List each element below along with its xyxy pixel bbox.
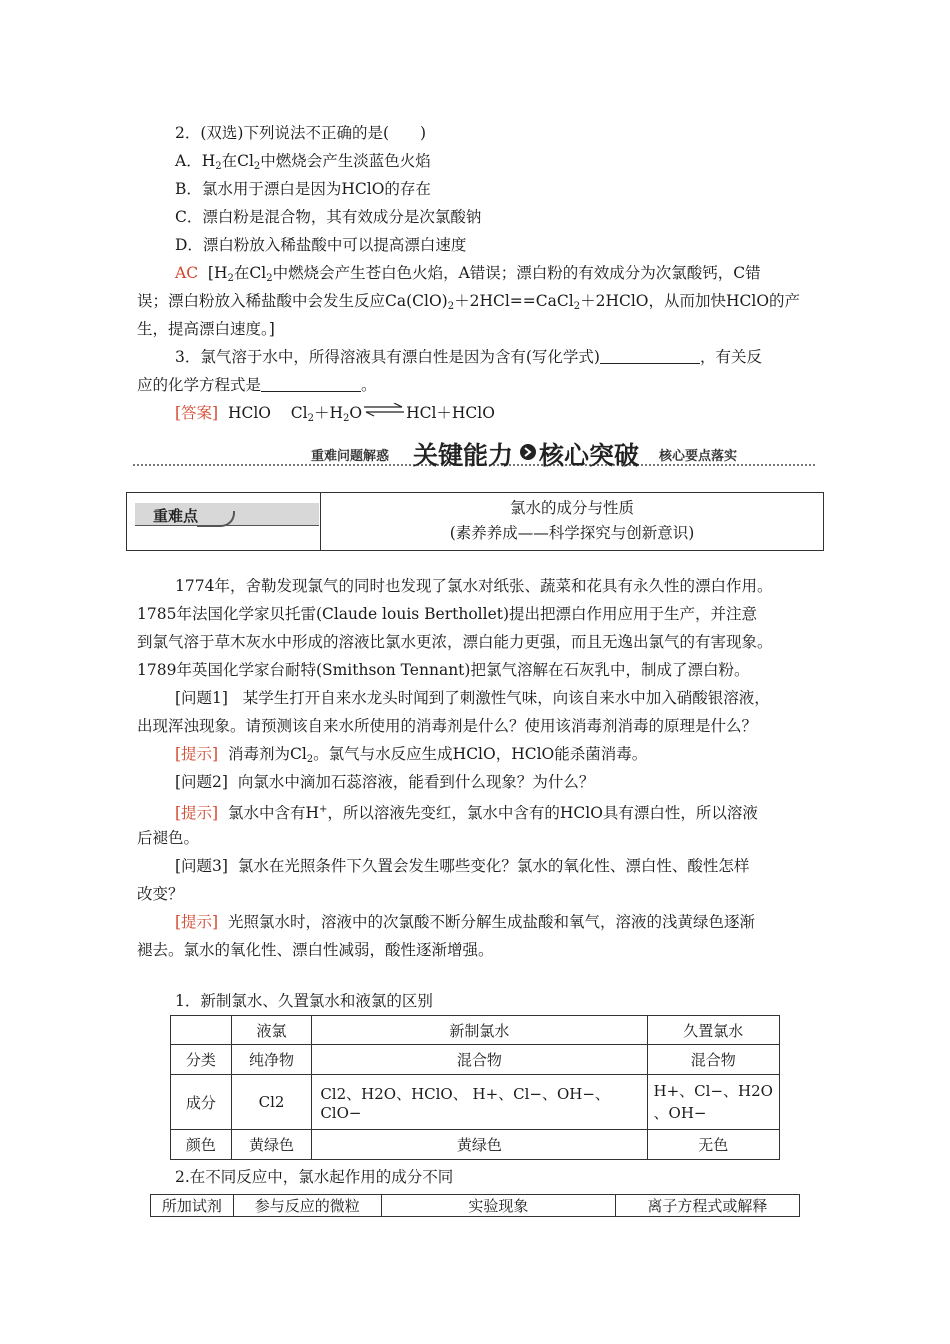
banner-left-text: 重难问题解惑	[311, 449, 390, 464]
table-cell: 颜色	[171, 1130, 232, 1160]
chevron-right-icon	[519, 443, 537, 461]
banner-right-text: 核心要点落实	[659, 449, 738, 464]
table-cell: 无色	[647, 1130, 779, 1160]
swoosh-decoration	[197, 511, 235, 527]
table-cell: 混合物	[647, 1045, 779, 1075]
reaction-components-table	[150, 1194, 800, 1217]
section1-title: 1．新制氯水、久置氯水和液氯的区别	[175, 992, 433, 1010]
table-header-row	[151, 1195, 800, 1217]
table-cell: 黄绿色	[231, 1130, 312, 1160]
banner-main-text-1: 关键能力	[413, 441, 514, 470]
table-cell: 参与反应的微粒	[233, 1195, 381, 1217]
q3-stem-line2: 应的化学方程式是 。	[137, 376, 377, 394]
q2-explanation-line1: AC [$H_2$在$Cl_2$中燃烧会产生苍白色火焰，A错误；漂白粉的有效成分为次氯酸钙，C错	[175, 264, 761, 284]
table-row	[171, 1130, 780, 1160]
q2-stem: 2．(双选)下列说法不正确的是( )	[175, 124, 427, 142]
reversible-arrow-icon	[362, 403, 406, 417]
table-cell: Cl2、H2O、HClO、 H+、Cl−、OH−、ClO−	[312, 1075, 647, 1130]
problem3-hint-line2: 褪去。氯水的氧化性、漂白性减弱，酸性逐渐增强。	[137, 941, 494, 959]
table-cell: 分类	[171, 1045, 232, 1075]
q2-explanation-line3: 生，提高漂白速度。]	[137, 320, 275, 338]
table-cell: 实验现象	[381, 1195, 615, 1217]
table-cell: 离子方程式或解释	[615, 1195, 799, 1217]
answer-blank[interactable]	[600, 347, 700, 364]
table-row	[171, 1075, 780, 1130]
chlorine-comparison-table	[170, 1015, 780, 1160]
answer-blank[interactable]	[261, 375, 361, 392]
q3-stem-line1: 3．氯气溶于水中，所得溶液具有漂白性是因为含有(写化学式) ，有关反	[175, 348, 762, 366]
q2-option-a: A．$H_2$在$Cl_2$中燃烧会产生淡蓝色火焰	[175, 152, 431, 172]
intro-line2: 1785年法国化学家贝托雷(Claude louis Berthollet)提出把漂白作用应用于生产，并注意	[137, 605, 758, 623]
keypoint-box	[126, 492, 824, 551]
table-cell: 所加试剂	[151, 1195, 234, 1217]
table-cell	[171, 1016, 232, 1045]
problem2-hint-line2: 后褪色。	[137, 829, 200, 847]
q2-option-d: D．漂白粉放入稀盐酸中可以提高漂白速度	[175, 236, 467, 254]
section2-title: 2.在不同反应中，氯水起作用的成分不同	[175, 1168, 454, 1186]
table-row	[171, 1045, 780, 1075]
keypoint-tag-label: 重难点	[153, 507, 199, 525]
problem3-hint: [提示] 光照氯水时，溶液中的次氯酸不断分解生成盐酸和氧气，溶液的浅黄绿色逐渐	[175, 913, 755, 931]
problem1-line2: 出现浑浊现象。请预测该自来水所使用的消毒剂是什么？使用该消毒剂消毒的原理是什么？	[137, 717, 758, 735]
problem3-line1: [问题3] 氯水在光照条件下久置会发生哪些变化？氯水的氧化性、漂白性、酸性怎样	[175, 857, 750, 875]
problem1-line1: [问题1] 某学生打开自来水龙头时闻到了刺激性气味，向该自来水中加入硝酸银溶液，	[175, 689, 770, 707]
table-cell: Cl2	[231, 1075, 312, 1130]
q2-option-b: B．氯水用于漂白是因为HClO的存在	[175, 180, 431, 198]
keypoint-title: 氯水的成分与性质	[509, 499, 634, 517]
intro-line3: 到氯气溶于草木灰水中形成的溶液比氯水更浓，漂白能力更强，而且无逸出氯气的有害现象。	[137, 633, 773, 651]
table-cell: 液氯	[231, 1016, 312, 1045]
intro-line4: 1789年英国化学家台耐特(Smithson Tennant)把氯气溶解在石灰乳中，制成了漂白粉。	[137, 661, 750, 679]
q3-answer: [答案] HClO $Cl_2+H_2O$ HCl＋HClO	[175, 404, 495, 424]
table-cell: 新制氯水	[312, 1016, 647, 1045]
q2-option-c: C．漂白粉是混合物，其有效成分是次氯酸钠	[175, 208, 482, 226]
problem3-line2: 改变？	[137, 885, 184, 903]
problem2-line1: [问题2] 向氯水中滴加石蕊溶液，能看到什么现象？为什么？	[175, 773, 595, 791]
q2-answer: AC	[175, 264, 199, 282]
table-cell: 混合物	[312, 1045, 647, 1075]
table-cell: 黄绿色	[312, 1130, 647, 1160]
q2-explanation-line2: 误；漂白粉放入稀盐酸中会发生反应$Ca(ClO)_2+2HCl==CaCl_2+2HClO$，从而加快HClO的产	[137, 292, 801, 312]
keypoint-tag	[135, 503, 319, 526]
table-cell: 成分	[171, 1075, 232, 1130]
keypoint-subtitle: (素养养成——科学探究与创新意识)	[449, 524, 695, 542]
intro-line1: 1774年，舍勒发现氯气的同时也发现了氯水对纸张、蔬菜和花具有永久性的漂白作用。	[175, 577, 773, 595]
problem2-hint: [提示] 氯水中含有H+，所以溶液先变红，氯水中含有的HClO具有漂白性，所以溶液	[175, 804, 758, 822]
table-header-row	[171, 1016, 780, 1045]
table-cell: H+、Cl−、H2O 、OH−	[647, 1075, 779, 1130]
section-banner	[133, 436, 815, 470]
banner-main-text-2: 核心突破	[539, 441, 640, 470]
table-cell: 纯净物	[231, 1045, 312, 1075]
problem1-hint: [提示] 消毒剂为$Cl_2$。氯气与水反应生成HClO，HClO能杀菌消毒。	[175, 745, 648, 765]
table-cell: 久置氯水	[647, 1016, 779, 1045]
